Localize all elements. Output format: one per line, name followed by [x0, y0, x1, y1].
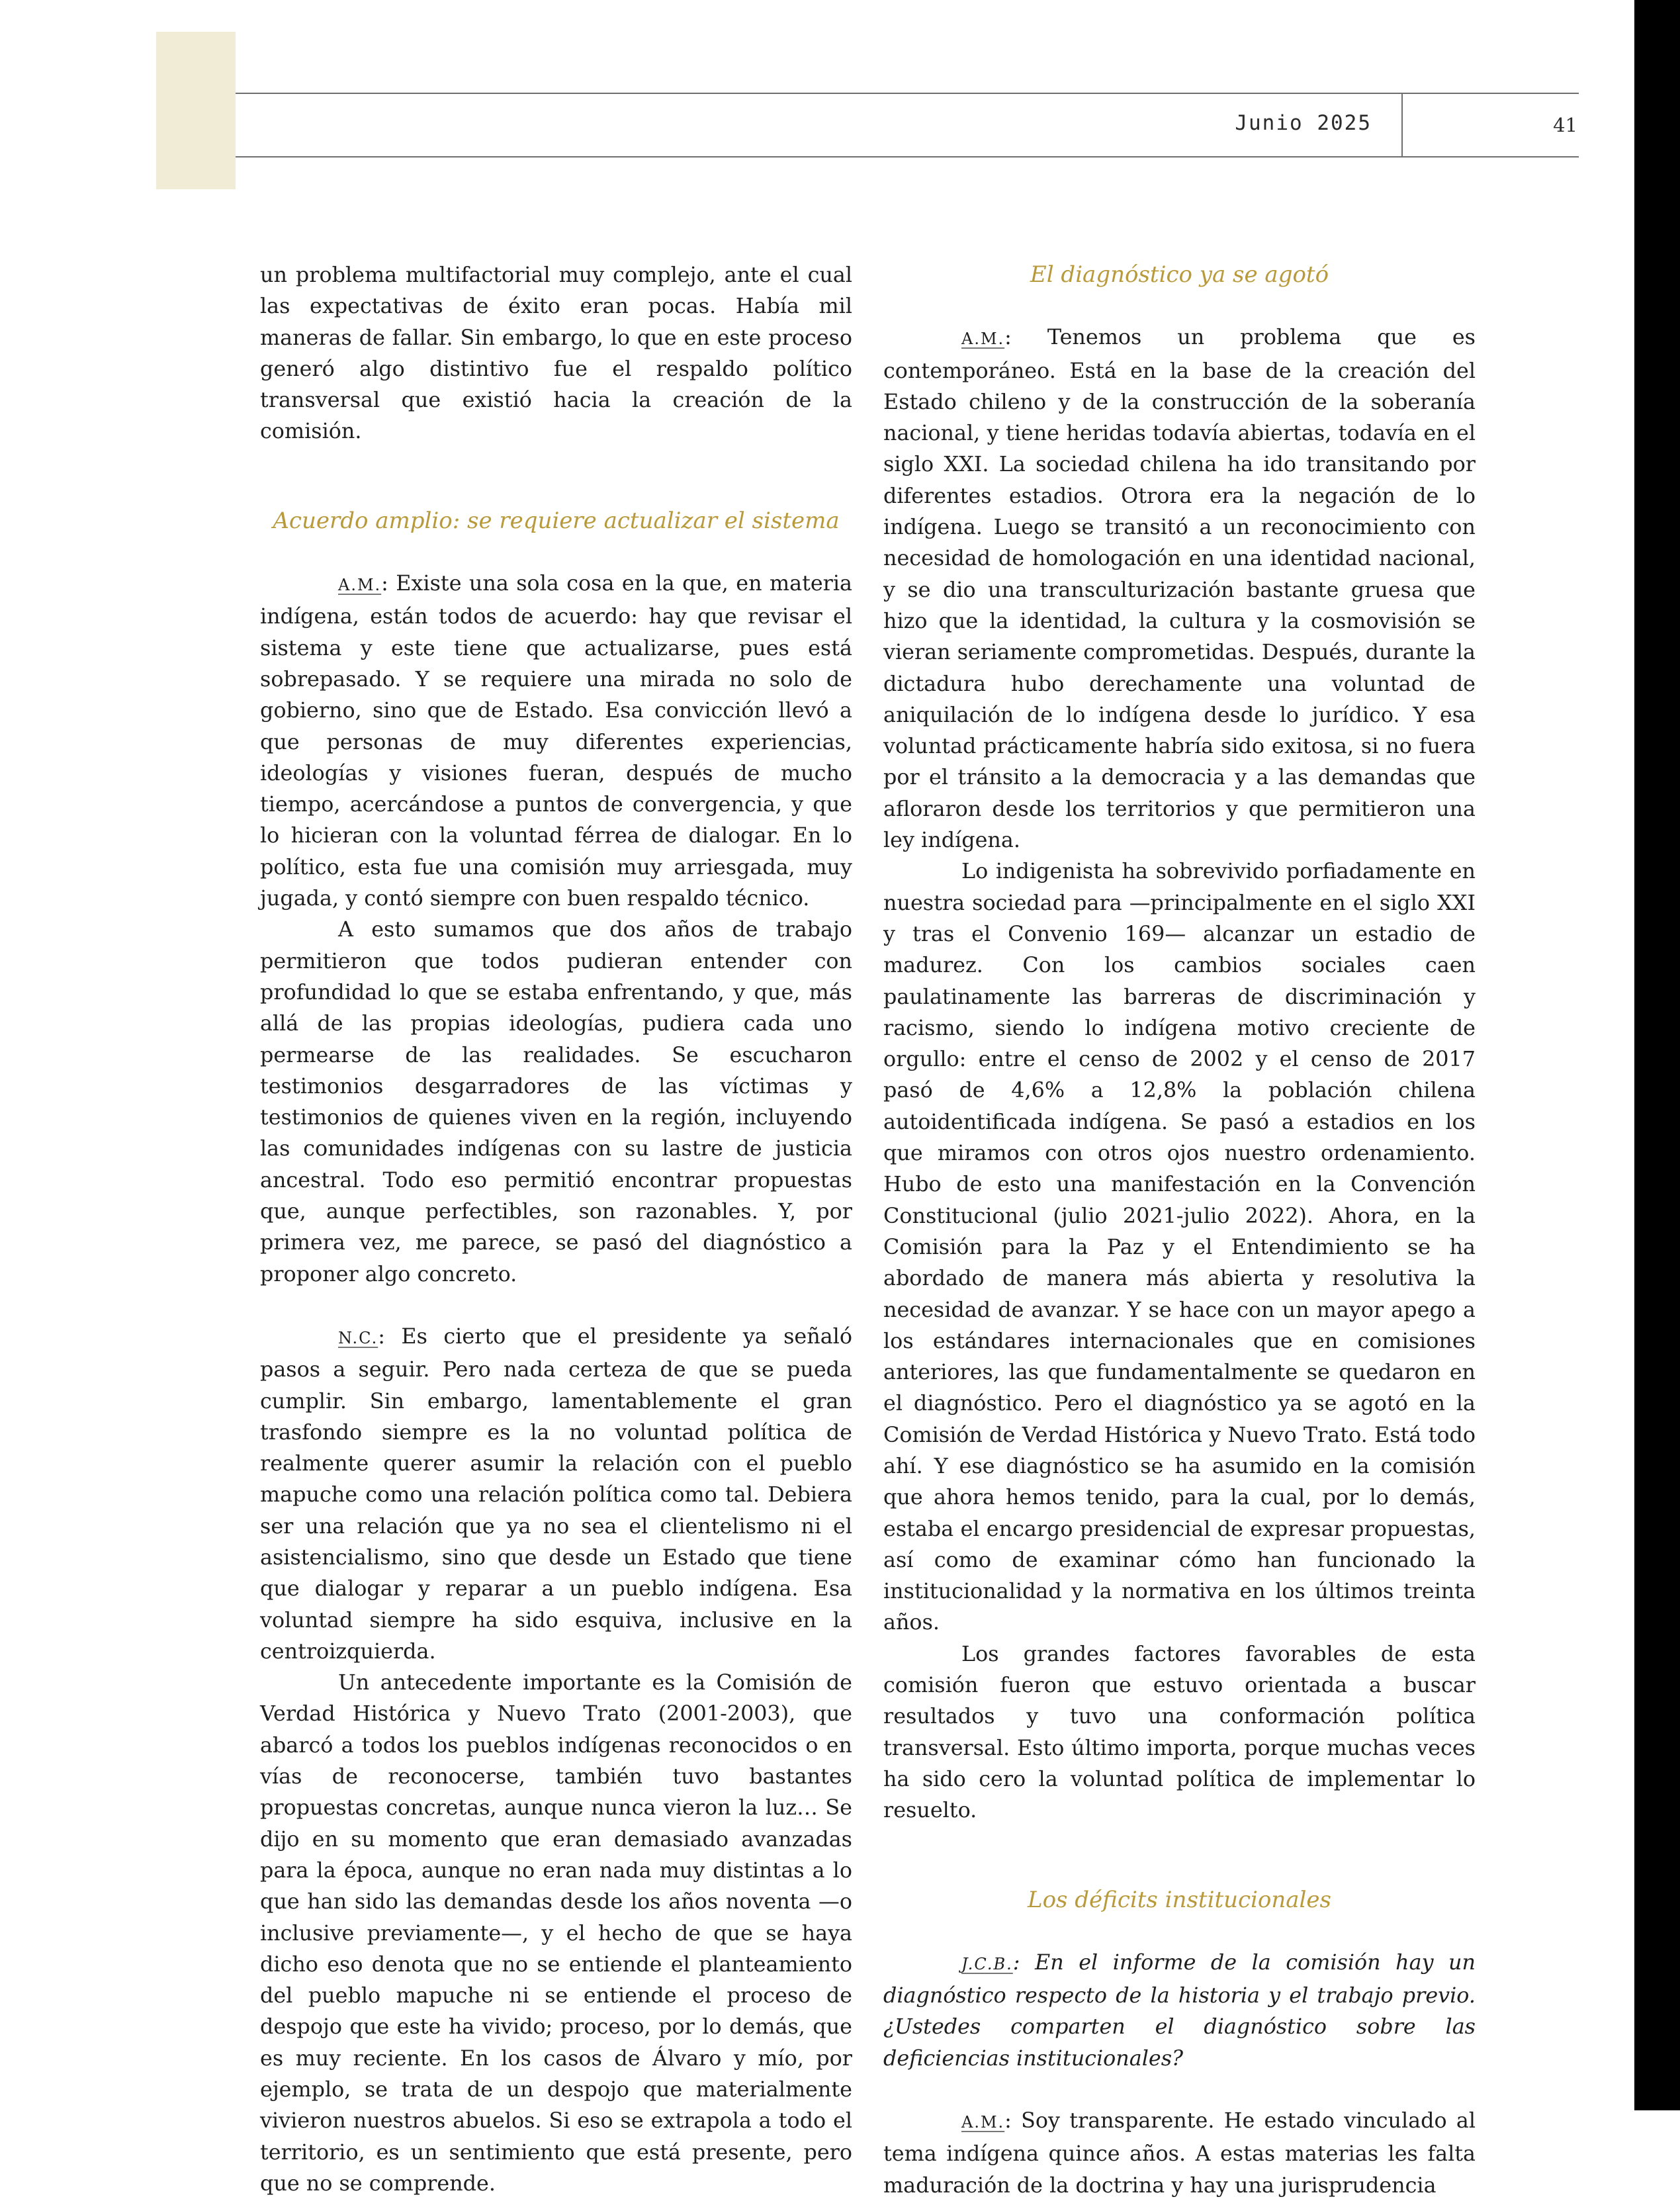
section-heading: El diagnóstico ya se agotó	[1030, 261, 1329, 288]
section-heading: Acuerdo amplio: se requiere actualizar el sistema	[273, 507, 840, 534]
paragraph-text: : Tenemos un problema que es contemporáneo. Está en la base de la creación del Estado chileno y de la construcción de la soberanía nacional, y tiene heridas todavía abiertas, todavía en el siglo XXI. La sociedad chilena ha ido transitando por diferentes estadios. Otrora era la negación de lo indígena. Luego se transitó a un reconocimiento con necesidad de homologación en una identidad nacional, y se dio una transculturización bastante gruesa que hizo que la identidad, la cultura y la cosmovisión se vieran seriamente comprometidas. Después, durante la dictadura hubo derechamente una voluntad de aniquilación de lo indígena desde lo jurídico. Y esa voluntad prácticamente habría sido exitosa, si no fuera por el tránsito a la democracia y a las demandas que afloraron desde los territorios y que permitieron una ley indígena.	[883, 325, 1476, 853]
speaker-initials: A.M.	[961, 330, 1005, 349]
paragraph-text: : Es cierto que el presidente ya señaló pasos a seguir. Pero nada certeza de que se pueda cumplir. Sin embargo, lamentablemente el gran trasfondo siempre es la no voluntad política de realmente querer asumir la relación con el pueblo mapuche como una relación política como tal. Debiera ser una relación que ya no sea el clientelismo ni el asistencialismo, sino que desde un Estado que tiene que dialogar y reparar a un pueblo indígena. Esa voluntad siempre ha sido esquiva, inclusive en la centroizquierda.	[260, 1324, 852, 1664]
paragraph: A esto sumamos que dos años de trabajo permitieron que todos pudieran entender con profundidad lo que se estaba enfrentando, y que, más allá de las propias ideologías, pudiera cada uno permearse de las realidades. Se escucharon testimonios desgarradores de las víctimas y testimonios de quienes viven en la región, incluyendo las comunidades indígenas con su lastre de justicia ancestral. Todo eso permitió encontrar propuestas que, aunque perfectibles, son razonables. Y, por primera vez, me parece, se pasó del diagnóstico a proponer algo concreto.	[260, 917, 852, 1286]
header-rule-top	[236, 93, 1579, 94]
paragraph	[883, 322, 1476, 856]
paragraph-text: : En el informe de la comisión hay un diagnóstico respecto de la historia y el trabajo previo. ¿Ustedes comparten el diagnóstico sobre las deficiencias institucionales?	[883, 1950, 1476, 2071]
header-divider	[1401, 93, 1403, 157]
paragraph: Los grandes factores favorables de esta comisión fueron que estuvo orientada a buscar resultados y tuvo una conformación política transversal. Esto último importa, porque muchas veces ha sido cero la voluntad política de implementar lo resuelto.	[883, 1641, 1476, 1823]
header-rule-bottom	[236, 156, 1579, 157]
speaker-initials: A.M.	[961, 2113, 1005, 2132]
paragraph: un problema multifactorial muy complejo, ante el cual las expectativas de éxito eran pocas. Había mil maneras de fallar. Sin embargo, lo que en este proceso generó algo distintivo fue el respaldo político transversal que existió hacia la creación de la comisión.	[260, 263, 852, 444]
header-date: Junio 2025	[1235, 111, 1372, 135]
speaker-initials: A.M.	[338, 576, 382, 595]
left-column	[260, 259, 852, 2199]
paragraph-text: : Soy transparente. He estado vinculado al tema indígena quince años. A estas materias les falta maduración de la doctrina y hay una jurisprudencia	[883, 2108, 1476, 2198]
paragraph-text: : Existe una sola cosa en la que, en materia indígena, están todos de acuerdo: hay que revisar el sistema y este tiene que actualizarse, pues está sobrepasado. Y se requiere una mirada no solo de gobierno, sino que de Estado. Esa convicción llevó a que personas de muy diferentes experiencias, ideologías y visiones fueran, después de mucho tiempo, acercándose a puntos de convergencia, y que lo hicieran con la voluntad férrea de dialogar. En lo político, esta fue una comisión muy arriesgada, muy jugada, y contó siempre con buen respaldo técnico.	[260, 571, 852, 911]
corner-tab	[156, 32, 236, 189]
section-heading: Los déficits institucionales	[1027, 1886, 1332, 1913]
right-column	[883, 259, 1476, 2201]
paragraph	[260, 568, 852, 914]
paragraph	[260, 1321, 852, 1667]
speaker-initials: N.C.	[338, 1328, 378, 1347]
paragraph: Lo indigenista ha sobrevivido porfiadamente en nuestra sociedad para —principalmente en el siglo XXI y tras el Convenio 169— alcanzar un estadio de madurez. Con los cambios sociales caen paulatinamente las barreras de discriminación y racismo, siendo lo indígena motivo creciente de orgullo: entre el censo de 2002 y el censo de 2017 pasó de 4,6% a 12,8% la población chilena autoidentificada indígena. Se pasó a estadios en los que miramos con otros ojos nuestro ordenamiento. Hubo de esto una manifestación en la Convención Constitucional (julio 2021-julio 2022). Ahora, en la Comisión para la Paz y el Entendimiento se ha abordado de manera más abierta y resolutiva la necesidad de avanzar. Y se hace con un mayor apego a los estándares internacionales que en comisiones anteriores, las que fundamentalmente se quedaron en el diagnóstico. Pero el diagnóstico ya se agotó en la Comisión de Verdad Histórica y Nuevo Trato. Está todo ahí. Y ese diagnóstico se ha asumido en la comisión que ahora hemos tenido, para la cual, por lo demás, estaba el encargo presidencial de expresar propuestas, así como de examinar cómo han funcionado la institucionalidad y la normativa en los últimos treinta años.	[883, 859, 1476, 1635]
speaker-initials: J.C.B.	[961, 1954, 1013, 1973]
page-edge-bar	[1634, 0, 1680, 2110]
question-paragraph	[883, 1947, 1476, 2074]
paragraph: Un antecedente importante es la Comisión de Verdad Histórica y Nuevo Trato (2001-2003), que abarcó a todos los pueblos indígenas reconocidos o en vías de reconocerse, también tuvo bastantes propuestas concretas, aunque nunca vieron la luz… Se dijo en su momento que eran demasiado avanzadas para la época, aunque no eran nada muy distintas a lo que han sido las demandas desde los años noventa —o inclusive previamente—, y el hecho de que se haya dicho eso denota que no se entiende el planteamiento del pueblo mapuche ni se entiende el proceso de despojo que este ha vivido; proceso, por lo demás, que es muy reciente. En los casos de Álvaro y mío, por ejemplo, se trata de un despojo que materialmente vivieron nuestros abuelos. Si eso se extrapola a todo el territorio, es un sentimiento que está presente, pero que no se comprende.	[260, 1670, 852, 2196]
page-number: 41	[1553, 114, 1577, 136]
paragraph	[883, 2105, 1476, 2201]
